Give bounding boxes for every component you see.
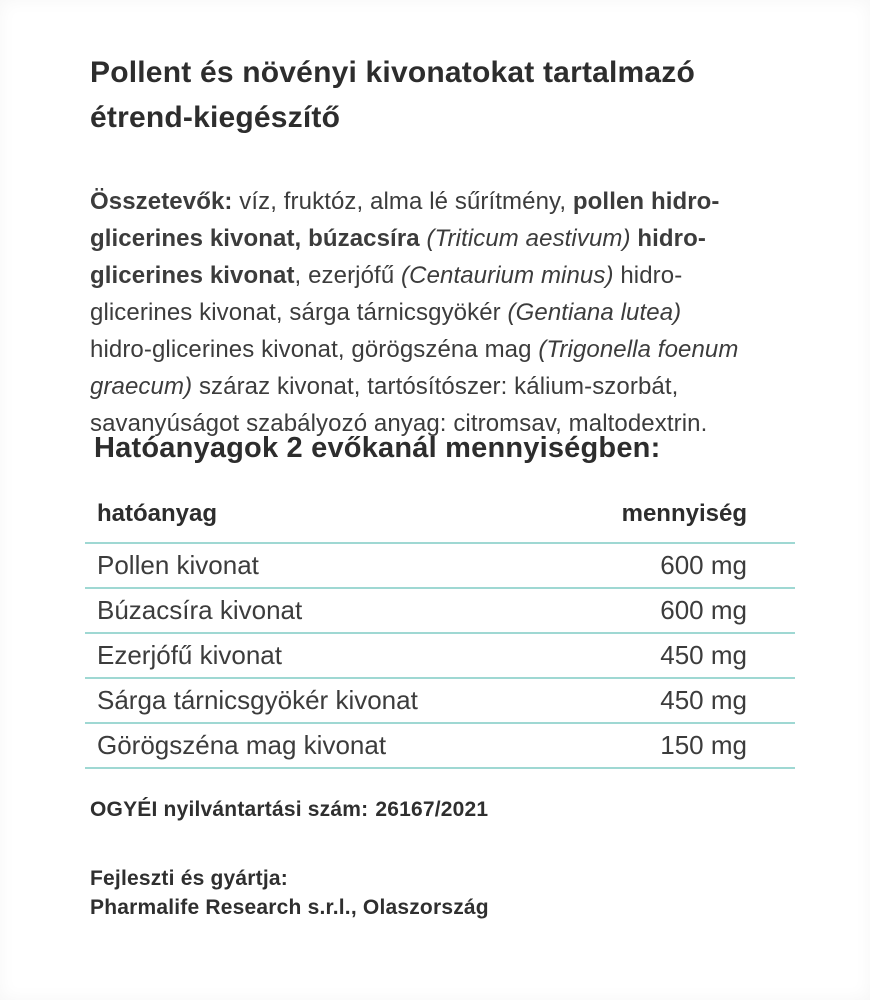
table-row — [85, 723, 795, 768]
manufacturer-block — [90, 864, 489, 922]
latin-name: (Centaurium minus) — [401, 262, 614, 289]
ingredients-paragraph — [90, 183, 748, 442]
latin-name: (Gentiana lutea) — [507, 299, 682, 326]
active-ingredients-table — [85, 496, 795, 769]
ingredient-text: hidro-glicerines kivonat, sárga tárnicsgyökér — [90, 262, 683, 326]
manufacturer-role-line: Fejleszti és gyártja: — [90, 867, 288, 890]
latin-name: (Triticum aestivum) — [426, 225, 631, 252]
substance-cell: Görögszéna mag kivonat — [85, 723, 440, 768]
substance-cell: Ezerjófű kivonat — [85, 633, 440, 678]
ingredient-emphasis: hidro-glicerines kivonat — [90, 225, 706, 289]
latin-name: (Trigonella foenum graecum) — [90, 336, 739, 400]
column-header-amount: mennyiség — [440, 496, 795, 543]
ingredient-text: , ezerjófű — [294, 262, 402, 289]
ingredient-emphasis: Összetevők: — [90, 188, 240, 215]
table-row — [85, 678, 795, 723]
table-row — [85, 543, 795, 588]
substance-cell: Búzacsíra kivonat — [85, 588, 440, 633]
substance-cell: Pollen kivonat — [85, 543, 440, 588]
active-ingredients-heading: Hatóanyagok 2 evőkanál mennyiségben: — [94, 432, 661, 464]
amount-cell: 450 mg — [440, 678, 795, 723]
registration-label: OGYÉI nyilvántartási szám: — [90, 798, 369, 821]
table-header-row — [85, 496, 795, 543]
amount-cell: 600 mg — [440, 543, 795, 588]
product-title: Pollent és növényi kivonatokat tartalmazó étrend-kiegészítő — [90, 56, 696, 134]
column-header-substance: hatóanyag — [85, 496, 440, 543]
table-row — [85, 633, 795, 678]
manufacturer-name-line: Pharmalife Research s.r.l., Olaszország — [90, 896, 489, 919]
ingredient-emphasis: pollen hidro-glicerines kivonat, búzacsíra — [90, 188, 720, 252]
ingredient-text: víz, fruktóz, alma lé sűrítmény, — [239, 188, 573, 215]
amount-cell: 450 mg — [440, 633, 795, 678]
amount-cell: 600 mg — [440, 588, 795, 633]
table-body — [85, 543, 795, 768]
substance-cell: Sárga tárnicsgyökér kivonat — [85, 678, 440, 723]
registration-number: 26167/2021 — [375, 798, 489, 821]
amount-cell: 150 mg — [440, 723, 795, 768]
registration-line — [90, 798, 488, 822]
ingredient-text: hidro-glicerines kivonat, görögszéna mag — [90, 336, 539, 363]
ingredient-text: száraz kivonat, tartósítószer: kálium-szorbát, savanyúságot szabályozó anyag: citromsav, maltodextrin. — [90, 373, 708, 437]
table-row — [85, 588, 795, 633]
